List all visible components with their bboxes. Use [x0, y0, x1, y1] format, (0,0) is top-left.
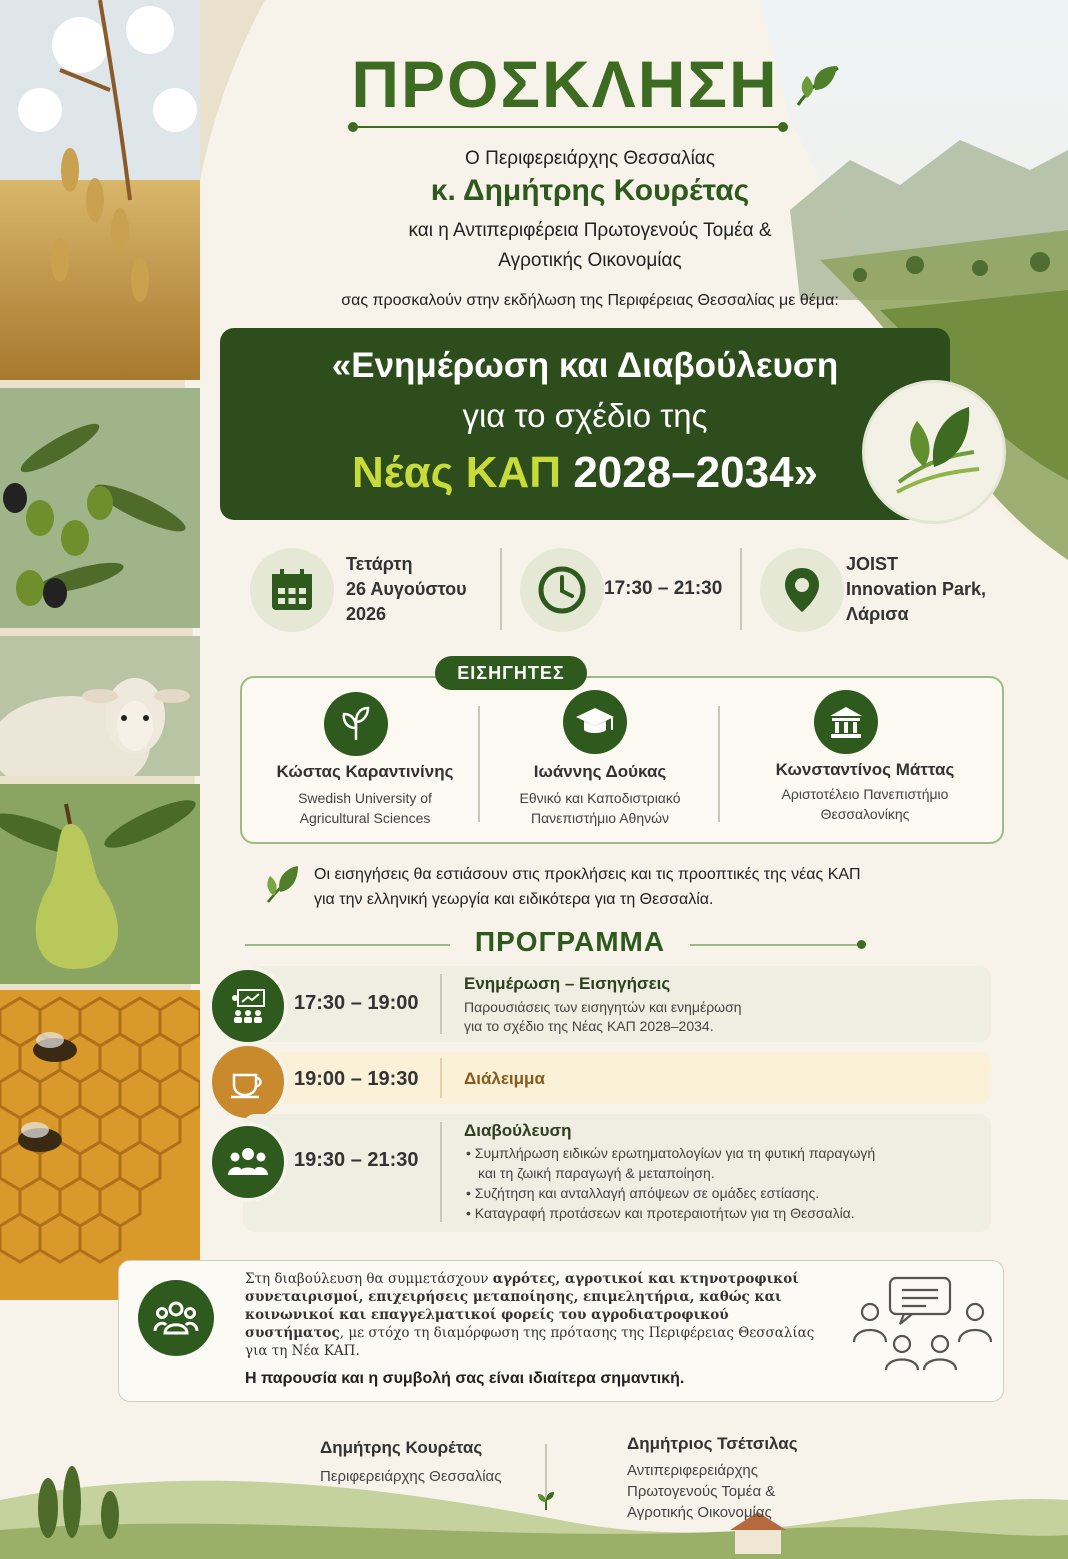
olive-photo	[0, 388, 200, 628]
row-divider	[440, 1122, 442, 1222]
wheat-cotton-photo	[0, 0, 200, 380]
note-highlight: αγρότες, αγροτικοί και κτηνοτροφικοί συνεταιρισμοί, επιχειρήσεις μεταποίησης, επιμελητήρια, καθώς και κοινωνικοί και επαγγελματικοί φορείς του αγροδιατροφικού συστήματος	[245, 1271, 799, 1341]
closing-line: Η παρουσία και η συμβολή σας είναι ιδιαίτερα σημαντική.	[245, 1370, 685, 1387]
co-host-line: και η Αντιπεριφέρεια Πρωτογενούς Τομέα &	[408, 220, 772, 241]
speaker-name: Κώστας Καραντινίνης	[276, 762, 454, 781]
speaker-affiliation	[740, 784, 990, 824]
speakers-tag: ΕΙΣΗΓΗΤΕΣ	[435, 656, 587, 690]
speaker-divider	[718, 706, 720, 822]
venue-line3: Λάρισα	[846, 604, 909, 624]
affiliation-line: Θεσσαλονίκης	[820, 806, 910, 822]
host-name: κ. Δημήτρης Κουρέτας	[430, 174, 750, 207]
signatory-title: Περιφερειάρχης Θεσσαλίας	[320, 1468, 502, 1485]
honeycomb-photo	[0, 990, 200, 1300]
focus-line: Οι εισηγήσεις θα εστιάσουν στις προκλήσεις και τις προοπτικές της νέας ΚΑΠ	[314, 866, 861, 883]
pear-photo	[0, 784, 200, 984]
focus-text	[314, 862, 974, 912]
program-activity: Ενημέρωση – Εισηγήσεις	[464, 974, 671, 993]
co-host-line-2: Αγροτικής Οικονομίας	[498, 250, 682, 271]
affiliation-line: Αριστοτέλειο Πανεπιστήμιο	[781, 786, 949, 802]
date-day: Τετάρτη	[346, 554, 413, 574]
page-title: ΠΡΟΣΚΛΗΣΗ	[351, 47, 779, 121]
row-divider	[440, 1058, 442, 1098]
description-line: για το σχέδιο της Νέας ΚΑΠ 2028–2034.	[464, 1018, 714, 1034]
coffee-cup-icon	[208, 1042, 288, 1122]
seal-leaf-icon	[862, 380, 1006, 524]
leaf-icon	[262, 862, 302, 906]
row-divider	[440, 974, 442, 1034]
event-title-years: 2028–2034»	[573, 448, 819, 497]
bullet-text: Συζήτηση και ανταλλαγή απόψεων σε ομάδες εστίασης.	[474, 1185, 820, 1201]
date-year: 2026	[346, 604, 387, 624]
bullet-item: • Συζήτηση και ανταλλαγή απόψεων σε ομάδες εστίασης.	[466, 1185, 820, 1201]
affiliation-line: Εθνικό και Καποδιστριακό	[519, 790, 681, 806]
program-activity: Διαβούλευση	[464, 1121, 572, 1140]
invite-line: σας προσκαλούν στην εκδήλωση της Περιφέρειας Θεσσαλίας με θέμα:	[341, 292, 839, 309]
program-bullets	[466, 1143, 976, 1223]
program-time: 19:00 – 19:30	[294, 1068, 419, 1090]
bullet-text: και τη ζωική παραγωγή & μεταποίηση.	[478, 1165, 715, 1181]
university-building-icon	[814, 690, 878, 754]
affiliation-line: Πανεπιστήμιο Αθηνών	[530, 810, 670, 826]
participants-icon	[138, 1280, 214, 1356]
divider-dot	[348, 122, 358, 132]
presentation-icon	[208, 966, 288, 1046]
event-venue	[846, 552, 986, 627]
host-intro: Ο Περιφερειάρχης Θεσσαλίας	[465, 148, 715, 169]
divider-dot	[778, 122, 788, 132]
event-title-line3	[220, 448, 950, 498]
title-line: Αντιπεριφερειάρχης	[627, 1462, 759, 1479]
title-line: Αγροτικής Οικονομίας	[627, 1504, 772, 1521]
program-description	[464, 998, 964, 1036]
event-title-line1: «Ενημέρωση και Διαβούλευση	[331, 346, 839, 385]
event-date	[346, 552, 467, 627]
note-text: Στη διαβούλευση θα συμμετάσχουν	[245, 1271, 493, 1287]
speaker-name: Ιωάννης Δούκας	[533, 762, 667, 781]
venue-line1: JOIST	[846, 554, 899, 574]
discussion-group-icon	[840, 1272, 1000, 1372]
participation-note	[245, 1270, 815, 1360]
clock-icon	[520, 548, 604, 632]
program-activity: Διάλειμμα	[464, 1069, 545, 1088]
program-rule	[690, 944, 860, 946]
info-divider	[500, 548, 502, 630]
signatory-name: Δημήτριος Τσέτσιλας	[627, 1434, 798, 1453]
leaf-icon	[793, 60, 843, 110]
description-line: Παρουσιάσεις των εισηγητών και ενημέρωση	[464, 999, 742, 1015]
speaker-affiliation	[485, 788, 715, 828]
program-time: 17:30 – 19:00	[294, 992, 419, 1014]
rule-dot	[857, 940, 866, 949]
plant-icon	[324, 692, 388, 756]
event-time: 17:30 – 21:30	[604, 578, 723, 599]
bullet-text: Συμπλήρωση ειδικών ερωτηματολογίων για τη φυτική παραγωγή	[474, 1145, 876, 1161]
bullet-item	[466, 1163, 976, 1183]
affiliation-line: Agricultural Sciences	[299, 810, 431, 826]
program-rule	[245, 944, 450, 946]
speaker-affiliation	[250, 788, 480, 828]
venue-line2: Innovation Park,	[846, 579, 987, 599]
event-title-accent: Νέας ΚΑΠ	[351, 448, 562, 497]
affiliation-line: Swedish University of	[298, 790, 432, 806]
title-divider	[348, 126, 788, 128]
signatory-title	[627, 1460, 775, 1523]
sprout-icon	[534, 1488, 558, 1512]
bullet-text: Καταγραφή προτάσεων και προτεραιοτήτων για τη Θεσσαλία.	[474, 1205, 855, 1221]
location-pin-icon	[760, 548, 844, 632]
event-title-line2: για το σχέδιο της	[462, 397, 708, 434]
speaker-name: Κωνσταντίνος Μάττας	[775, 760, 955, 779]
speaker-divider	[478, 706, 480, 822]
program-time: 19:30 – 21:30	[294, 1149, 419, 1171]
program-title: ΠΡΟΓΡΑΜΜΑ	[474, 926, 666, 957]
title-line: Πρωτογενούς Τομέα &	[627, 1483, 776, 1500]
sheep-photo	[0, 636, 200, 776]
info-divider	[740, 548, 742, 630]
signatory-name: Δημήτρης Κουρέτας	[320, 1438, 483, 1457]
group-icon	[208, 1122, 288, 1202]
focus-line: για την ελληνική γεωργία και ειδικότερα για τη Θεσσαλία.	[314, 891, 714, 908]
note-text: , με στόχο τη διαμόρφωση της πρότασης της Περιφέρειας Θεσσαλίας για τη Νέα ΚΑΠ.	[245, 1325, 815, 1359]
calendar-icon	[250, 548, 334, 632]
date-date: 26 Αυγούστου	[346, 579, 467, 599]
bullet-item: • Καταγραφή προτάσεων και προτεραιοτήτων για τη Θεσσαλία.	[466, 1205, 855, 1221]
graduation-cap-icon	[563, 690, 627, 754]
bullet-item: • Συμπλήρωση ειδικών ερωτηματολογίων για τη φυτική παραγωγή	[466, 1145, 876, 1161]
